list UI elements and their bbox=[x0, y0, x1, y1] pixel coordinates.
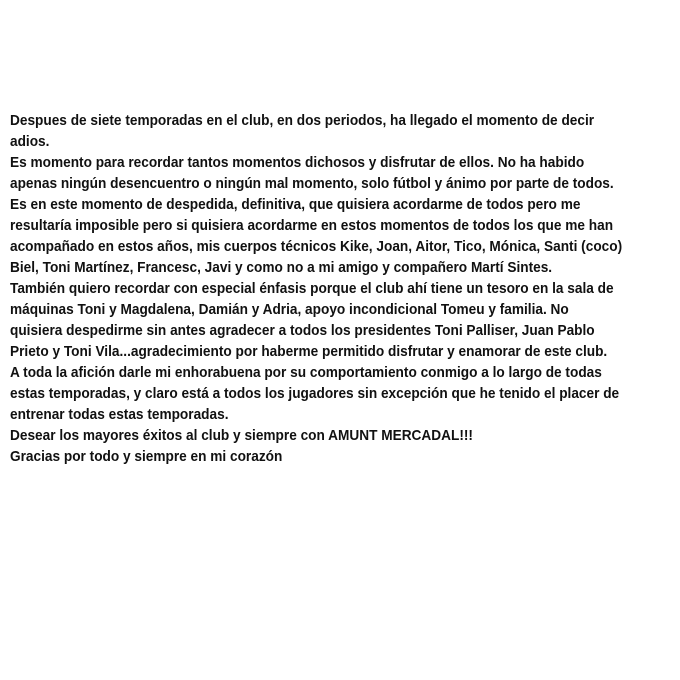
text-line: apenas ningún desencuentro o ningún mal momento, solo fútbol y ánimo por parte de todos. bbox=[10, 175, 614, 192]
text-line: Despues de siete temporadas en el club, en dos periodos, ha llegado el momento de decir bbox=[10, 112, 595, 129]
text-line: acompañado en estos años, mis cuerpos técnicos Kike, Joan, Aitor, Tico, Mónica, Santi (coco) bbox=[10, 238, 623, 255]
text-line: Gracias por todo y siempre en mi corazón bbox=[10, 448, 283, 465]
text-line: resultaría imposible pero si quisiera acordarme en estos momentos de todos los que me han bbox=[10, 217, 614, 234]
text-line: También quiero recordar con especial énfasis porque el club ahí tiene un tesoro en la sala de bbox=[10, 280, 614, 297]
text-line: entrenar todas estas temporadas. bbox=[10, 406, 229, 423]
farewell-letter bbox=[10, 110, 622, 467]
text-line: Biel, Toni Martínez, Francesc, Javi y como no a mi amigo y compañero Martí Sintes. bbox=[10, 259, 553, 276]
text-line: A toda la afición darle mi enhorabuena por su comportamiento conmigo a lo largo de todas bbox=[10, 364, 602, 381]
text-line: Desear los mayores éxitos al club y siempre con AMUNT MERCADAL!!! bbox=[10, 427, 473, 444]
text-line: estas temporadas, y claro está a todos los jugadores sin excepción que he tenido el placer de bbox=[10, 385, 620, 402]
text-line: quisiera despedirme sin antes agradecer a todos los presidentes Toni Palliser, Juan Pablo bbox=[10, 322, 595, 339]
text-line: Es momento para recordar tantos momentos dichosos y disfrutar de ellos. No ha habido bbox=[10, 154, 585, 171]
text-line: adios. bbox=[10, 133, 50, 150]
text-line: Prieto y Toni Vila...agradecimiento por haberme permitido disfrutar y enamorar de este club. bbox=[10, 343, 608, 360]
text-line: Es en este momento de despedida, definitiva, que quisiera acordarme de todos pero me bbox=[10, 196, 581, 213]
text-line: máquinas Toni y Magdalena, Damián y Adria, apoyo incondicional Tomeu y familia. No bbox=[10, 301, 569, 318]
